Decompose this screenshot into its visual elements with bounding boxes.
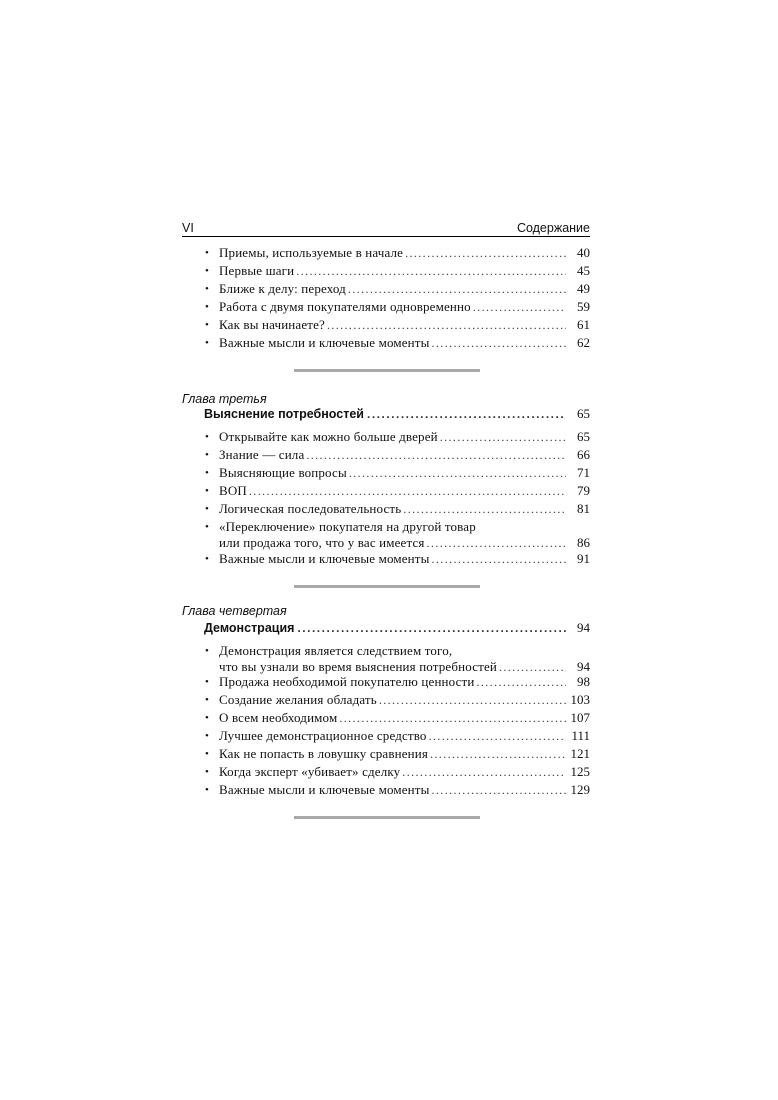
- bullet-icon: •: [205, 503, 209, 515]
- toc-entry[interactable]: [182, 550, 590, 568]
- entry-page: 49: [577, 281, 590, 296]
- chapter-page: 94: [577, 620, 590, 635]
- entry-title: О всем необходимом: [219, 710, 338, 725]
- bullet-icon: •: [205, 485, 209, 497]
- chapter-title-entry[interactable]: [204, 619, 590, 637]
- entry-title: или продажа того, что у вас имеется: [219, 535, 425, 550]
- leader-dots: [306, 446, 566, 464]
- bullet-icon: •: [205, 712, 209, 724]
- chapter-title: Выяснение потребностей: [204, 407, 364, 421]
- entry-page: 94: [577, 659, 590, 674]
- leader-dots: [379, 691, 566, 709]
- entry-title: Как не попасть в ловушку сравнения: [219, 746, 428, 761]
- entry-title-line1: «Переключение» покупателя на другой товар: [219, 519, 476, 534]
- toc-entry[interactable]: [182, 280, 590, 298]
- entry-page: 111: [571, 728, 590, 743]
- entry-page: 103: [570, 692, 590, 707]
- toc-entry[interactable]: [182, 727, 590, 745]
- entry-title: ВОП: [219, 483, 247, 498]
- entry-page: 125: [570, 764, 590, 779]
- entry-title: Важные мысли и ключевые моменты: [219, 551, 430, 566]
- leader-dots: [432, 550, 567, 568]
- toc-entry[interactable]: [182, 518, 590, 552]
- toc-entry[interactable]: [182, 781, 590, 799]
- section-divider: [294, 369, 480, 372]
- leader-dots: [249, 482, 566, 500]
- entry-title: Логическая последовательность: [219, 501, 402, 516]
- entry-title: Когда эксперт «убивает» сделку: [219, 764, 401, 779]
- page-number: VI: [182, 221, 194, 235]
- bullet-icon: •: [205, 694, 209, 706]
- entry-title: Создание желания обладать: [219, 692, 377, 707]
- bullet-icon: •: [205, 730, 209, 742]
- toc-entry[interactable]: [182, 334, 590, 352]
- leader-dots: [476, 673, 566, 691]
- chapter-title-entry[interactable]: [204, 405, 590, 423]
- bullet-icon: •: [205, 748, 209, 760]
- entry-page: 98: [577, 674, 590, 689]
- entry-title: Работа с двумя покупателями одновременно: [219, 299, 471, 314]
- entry-page: 79: [577, 483, 590, 498]
- entry-title: Приемы, используемые в начале: [219, 245, 404, 260]
- running-header: [182, 221, 590, 237]
- entry-page: 91: [577, 551, 590, 566]
- leader-dots: [429, 727, 566, 745]
- bullet-icon: •: [205, 283, 209, 295]
- leader-dots: [327, 316, 566, 334]
- toc-entry[interactable]: [182, 316, 590, 334]
- toc-entry[interactable]: [182, 500, 590, 518]
- bullet-icon: •: [205, 301, 209, 313]
- leader-dots: [348, 280, 566, 298]
- entry-title: Как вы начинаете?: [219, 317, 325, 332]
- leader-dots: [432, 781, 567, 799]
- toc-entry[interactable]: [182, 482, 590, 500]
- entry-page: 61: [577, 317, 590, 332]
- bullet-icon: •: [205, 676, 209, 688]
- entry-page: 59: [577, 299, 590, 314]
- chapter-page: 65: [577, 406, 590, 421]
- entry-title: Первые шаги: [219, 263, 295, 278]
- toc-entry[interactable]: [182, 298, 590, 316]
- entry-title: Продажа необходимой покупателю ценности: [219, 674, 475, 689]
- entry-page: 86: [577, 535, 590, 550]
- leader-dots: [296, 262, 566, 280]
- entry-title: Ближе к делу: переход: [219, 281, 346, 296]
- leader-dots: [440, 428, 566, 446]
- toc-entry[interactable]: [182, 691, 590, 709]
- bullet-icon: •: [205, 521, 209, 533]
- entry-page: 71: [577, 465, 590, 480]
- leader-dots: [367, 405, 566, 423]
- entry-page: 40: [577, 245, 590, 260]
- entry-title: Знание — сила: [219, 447, 305, 462]
- entry-title: Выясняющие вопросы: [219, 465, 347, 480]
- entry-page: 66: [577, 447, 590, 462]
- bullet-icon: •: [205, 467, 209, 479]
- bullet-icon: •: [205, 553, 209, 565]
- toc-entry[interactable]: [182, 673, 590, 691]
- toc-entry[interactable]: [182, 446, 590, 464]
- leader-dots: [473, 298, 566, 316]
- leader-dots: [430, 745, 566, 763]
- header-title: Содержание: [516, 221, 590, 235]
- toc-entry[interactable]: [182, 464, 590, 482]
- entry-page: 129: [570, 782, 590, 797]
- chapter-title: Демонстрация: [204, 621, 295, 635]
- chapter-label: Глава четвертая: [182, 604, 287, 618]
- bullet-icon: •: [205, 784, 209, 796]
- entry-page: 62: [577, 335, 590, 350]
- bullet-icon: •: [205, 766, 209, 778]
- entry-title: Важные мысли и ключевые моменты: [219, 782, 430, 797]
- entry-title: что вы узнали во время выяснения потребностей: [219, 659, 497, 674]
- bullet-icon: •: [205, 265, 209, 277]
- toc-entry[interactable]: [182, 642, 590, 676]
- leader-dots: [297, 619, 566, 637]
- toc-entry[interactable]: [182, 262, 590, 280]
- toc-entry[interactable]: [182, 709, 590, 727]
- toc-entry[interactable]: [182, 244, 590, 262]
- leader-dots: [403, 500, 566, 518]
- section-divider: [294, 585, 480, 588]
- toc-entry[interactable]: [182, 428, 590, 446]
- leader-dots: [402, 763, 566, 781]
- entry-page: 81: [577, 501, 590, 516]
- chapter-label: Глава третья: [182, 392, 267, 406]
- leader-dots: [349, 464, 566, 482]
- section-divider: [294, 816, 480, 819]
- bullet-icon: •: [205, 319, 209, 331]
- entry-page: 107: [570, 710, 590, 725]
- leader-dots: [405, 244, 566, 262]
- entry-title: Лучшее демонстрационное средство: [219, 728, 427, 743]
- bullet-icon: •: [205, 337, 209, 349]
- entry-title: Важные мысли и ключевые моменты: [219, 335, 430, 350]
- entry-title: Открывайте как можно больше дверей: [219, 429, 438, 444]
- entry-page: 121: [570, 746, 590, 761]
- leader-dots: [339, 709, 566, 727]
- bullet-icon: •: [205, 449, 209, 461]
- entry-title-line1: Демонстрация является следствием того,: [219, 643, 453, 658]
- toc-entry[interactable]: [182, 745, 590, 763]
- toc-entry[interactable]: [182, 763, 590, 781]
- bullet-icon: •: [205, 645, 209, 657]
- leader-dots: [432, 334, 567, 352]
- entry-page: 65: [577, 429, 590, 444]
- bullet-icon: •: [205, 247, 209, 259]
- bullet-icon: •: [205, 431, 209, 443]
- entry-page: 45: [577, 263, 590, 278]
